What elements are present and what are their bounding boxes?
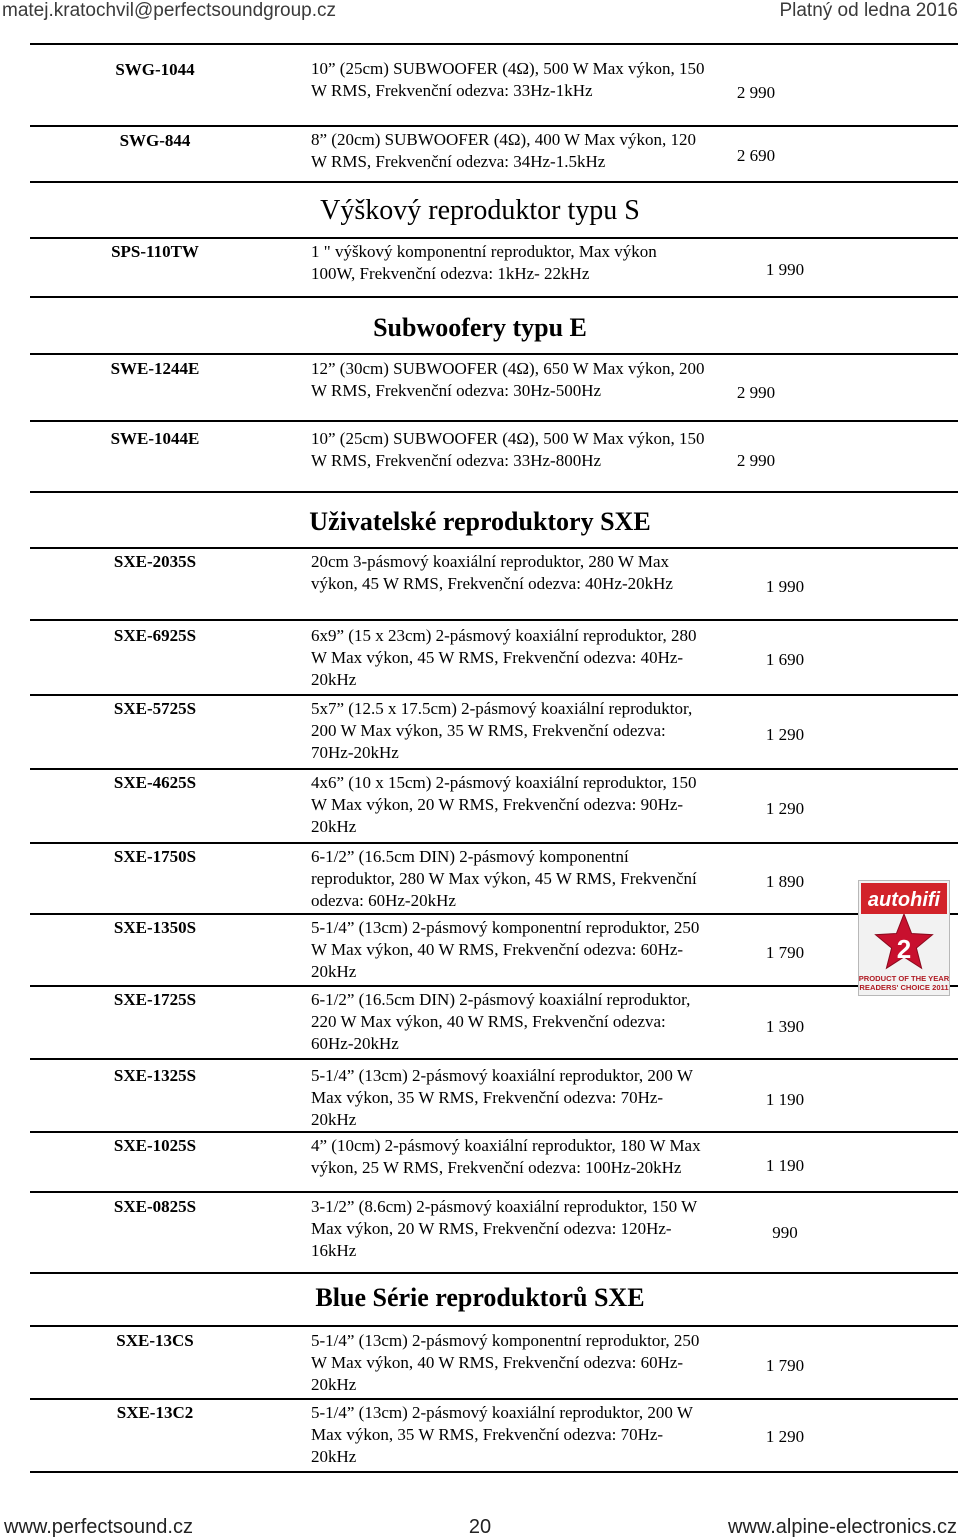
- product-price: 1 790: [765, 943, 805, 962]
- description-line: 6-1/2” (16.5cm DIN) 2-pásmový komponentní: [311, 847, 629, 866]
- footer-website-right: www.alpine-electronics.cz: [728, 1516, 957, 1538]
- row-rule: [30, 1398, 958, 1400]
- product-model: SWE-1244E: [110, 359, 200, 378]
- section-title: Výškový reproduktor typu S: [320, 195, 640, 226]
- row-rule: [30, 420, 958, 422]
- product-price: 990: [772, 1223, 798, 1242]
- badge-brand-text: autohifi: [867, 889, 941, 911]
- description-line: 16kHz: [311, 1241, 357, 1260]
- description-line: 4” (10cm) 2-pásmový koaxiální reproduktor, 180 W Max: [311, 1136, 701, 1155]
- product-description: [311, 551, 673, 595]
- description-line: 20kHz: [311, 1110, 357, 1129]
- description-line: W RMS, Frekvenční odezva: 33Hz-800Hz: [311, 451, 602, 470]
- product-description: [311, 1402, 693, 1468]
- product-model: SXE-0825S: [113, 1197, 197, 1216]
- description-line: 5-1/4” (13cm) 2-pásmový komponentní reproduktor, 250: [311, 1331, 700, 1350]
- description-line: 3-1/2” (8.6cm) 2-pásmový koaxiální reproduktor, 150 W: [311, 1197, 698, 1216]
- product-description: [311, 58, 705, 102]
- description-line: 20kHz: [311, 1447, 357, 1466]
- description-line: Max výkon, 20 W RMS, Frekvenční odezva: 120Hz-: [311, 1219, 672, 1238]
- description-line: 20cm 3-pásmový koaxiální reproduktor, 280 W Max: [311, 552, 669, 571]
- row-rule: [30, 1471, 958, 1473]
- description-line: W RMS, Frekvenční odezva: 33Hz-1kHz: [311, 81, 593, 100]
- product-description: [311, 625, 697, 691]
- section-rule: [30, 1325, 958, 1327]
- product-description: [311, 358, 705, 402]
- product-price: 1 190: [765, 1090, 805, 1109]
- description-line: 20kHz: [311, 817, 357, 836]
- product-price: 1 290: [765, 799, 805, 818]
- badge-caption-line-1: PRODUCT OF THE YEAR: [858, 974, 950, 983]
- row-rule: [30, 619, 958, 621]
- section-title: Uživatelské reproduktory SXE: [309, 507, 651, 536]
- row-rule: [30, 768, 958, 770]
- description-line: odezva: 60Hz-20kHz: [311, 891, 456, 910]
- description-line: Max výkon, 35 W RMS, Frekvenční odezva: 70Hz-: [311, 1425, 664, 1444]
- description-line: 220 W Max výkon, 40 W RMS, Frekvenční odezva:: [311, 1012, 666, 1031]
- description-line: W RMS, Frekvenční odezva: 30Hz-500Hz: [311, 381, 602, 400]
- section-rule: [30, 547, 958, 549]
- product-model: SXE-2035S: [113, 552, 197, 571]
- product-description: [311, 698, 692, 764]
- product-price: 1 290: [765, 725, 805, 744]
- product-model: SXE-1325S: [113, 1066, 197, 1085]
- product-model: SWE-1044E: [110, 429, 200, 448]
- product-model: SXE-13CS: [116, 1331, 194, 1350]
- product-price: 2 690: [736, 146, 776, 165]
- product-model: SXE-13C2: [116, 1403, 194, 1422]
- row-rule: [30, 181, 958, 183]
- product-description: [311, 241, 657, 285]
- description-line: 5-1/4” (13cm) 2-pásmový koaxiální reproduktor, 200 W: [311, 1403, 693, 1422]
- row-rule: [30, 985, 958, 987]
- description-line: 5-1/4” (13cm) 2-pásmový komponentní reproduktor, 250: [311, 918, 700, 937]
- product-price: 1 990: [765, 577, 805, 596]
- product-price: 2 990: [736, 451, 776, 470]
- description-line: 12” (30cm) SUBWOOFER (4Ω), 650 W Max výkon, 200: [311, 359, 705, 378]
- validity-note: Platný od ledna 2016: [779, 0, 958, 21]
- product-model: SXE-1750S: [113, 847, 197, 866]
- product-description: [311, 1065, 693, 1131]
- product-description: [311, 1135, 701, 1179]
- description-line: reproduktor, 280 W Max výkon, 45 W RMS, Frekvenční: [311, 869, 697, 888]
- product-price: 1 690: [765, 650, 805, 669]
- header-rule: [30, 43, 958, 45]
- product-model: SXE-1025S: [113, 1136, 197, 1155]
- contact-email: matej.kratochvil@perfectsoundgroup.cz: [2, 0, 337, 21]
- description-line: výkon, 25 W RMS, Frekvenční odezva: 100Hz-20kHz: [311, 1158, 682, 1177]
- description-line: Max výkon, 35 W RMS, Frekvenční odezva: 70Hz-: [311, 1088, 664, 1107]
- product-price: 1 390: [765, 1017, 805, 1036]
- product-description: [311, 846, 697, 912]
- product-description: [311, 1330, 699, 1396]
- section-rule: [30, 353, 958, 355]
- product-description: [311, 917, 699, 983]
- product-price: 1 890: [765, 872, 805, 891]
- description-line: výkon, 45 W RMS, Frekvenční odezva: 40Hz-20kHz: [311, 574, 673, 593]
- page-number: 20: [468, 1516, 492, 1538]
- description-line: 20kHz: [311, 1375, 357, 1394]
- section-title: Subwoofery typu E: [373, 313, 587, 342]
- badge-caption-line-2: READERS' CHOICE 2011: [859, 983, 949, 992]
- description-line: 4x6” (10 x 15cm) 2-pásmový koaxiální reproduktor, 150: [311, 773, 697, 792]
- description-line: 10” (25cm) SUBWOOFER (4Ω), 500 W Max výkon, 150: [311, 429, 705, 448]
- description-line: 5-1/4” (13cm) 2-pásmový koaxiální reproduktor, 200 W: [311, 1066, 693, 1085]
- description-line: 5x7” (12.5 x 17.5cm) 2-pásmový koaxiální reproduktor,: [311, 699, 693, 718]
- description-line: 8” (20cm) SUBWOOFER (4Ω), 400 W Max výkon, 120: [311, 130, 697, 149]
- award-badge: [858, 880, 950, 996]
- description-line: W Max výkon, 40 W RMS, Frekvenční odezva: 60Hz-: [311, 940, 684, 959]
- row-rule: [30, 491, 958, 493]
- product-model: SWG-1044: [115, 60, 195, 79]
- product-model: SXE-4625S: [113, 773, 197, 792]
- product-model: SXE-6925S: [113, 626, 197, 645]
- row-rule: [30, 125, 958, 127]
- award-badge-graphic: [858, 880, 950, 996]
- description-line: W Max výkon, 40 W RMS, Frekvenční odezva: 60Hz-: [311, 1353, 684, 1372]
- badge-rank: 2: [896, 934, 912, 964]
- product-description: [311, 772, 697, 838]
- description-line: 1 " výškový komponentní reproduktor, Max výkon: [311, 242, 657, 261]
- description-line: 70Hz-20kHz: [311, 743, 399, 762]
- product-description: [311, 1196, 697, 1262]
- section-rule: [30, 237, 958, 239]
- product-price: 1 290: [765, 1427, 805, 1446]
- product-description: [311, 129, 696, 173]
- product-description: [311, 428, 705, 472]
- row-rule: [30, 913, 958, 915]
- footer-website-left: www.perfectsound.cz: [4, 1516, 193, 1538]
- product-model: SPS-110TW: [111, 242, 199, 261]
- row-rule: [30, 1272, 958, 1274]
- description-line: 10” (25cm) SUBWOOFER (4Ω), 500 W Max výkon, 150: [311, 59, 705, 78]
- product-price: 1 190: [765, 1156, 805, 1175]
- product-price: 1 790: [765, 1356, 805, 1375]
- description-line: 100W, Frekvenční odezva: 1kHz- 22kHz: [311, 264, 590, 283]
- row-rule: [30, 296, 958, 298]
- description-line: 6x9” (15 x 23cm) 2-pásmový koaxiální reproduktor, 280: [311, 626, 697, 645]
- description-line: 20kHz: [311, 962, 357, 981]
- description-line: W RMS, Frekvenční odezva: 34Hz-1.5kHz: [311, 152, 606, 171]
- product-price: 2 990: [736, 383, 776, 402]
- product-model: SWG-844: [119, 131, 191, 150]
- product-model: SXE-1350S: [113, 918, 197, 937]
- section-title: Blue Série reproduktorů SXE: [315, 1283, 645, 1312]
- product-price: 1 990: [765, 260, 805, 279]
- description-line: 20kHz: [311, 670, 357, 689]
- product-model: SXE-5725S: [113, 699, 197, 718]
- description-line: W Max výkon, 45 W RMS, Frekvenční odezva: 40Hz-: [311, 648, 684, 667]
- row-rule: [30, 1058, 958, 1060]
- row-rule: [30, 1131, 958, 1133]
- row-rule: [30, 694, 958, 696]
- description-line: 60Hz-20kHz: [311, 1034, 399, 1053]
- row-rule: [30, 842, 958, 844]
- product-model: SXE-1725S: [113, 990, 197, 1009]
- product-price: 2 990: [736, 83, 776, 102]
- description-line: W Max výkon, 20 W RMS, Frekvenční odezva: 90Hz-: [311, 795, 684, 814]
- row-rule: [30, 1191, 958, 1193]
- product-description: [311, 989, 690, 1055]
- description-line: 200 W Max výkon, 35 W RMS, Frekvenční odezva:: [311, 721, 666, 740]
- description-line: 6-1/2” (16.5cm DIN) 2-pásmový koaxiální reproduktor,: [311, 990, 691, 1009]
